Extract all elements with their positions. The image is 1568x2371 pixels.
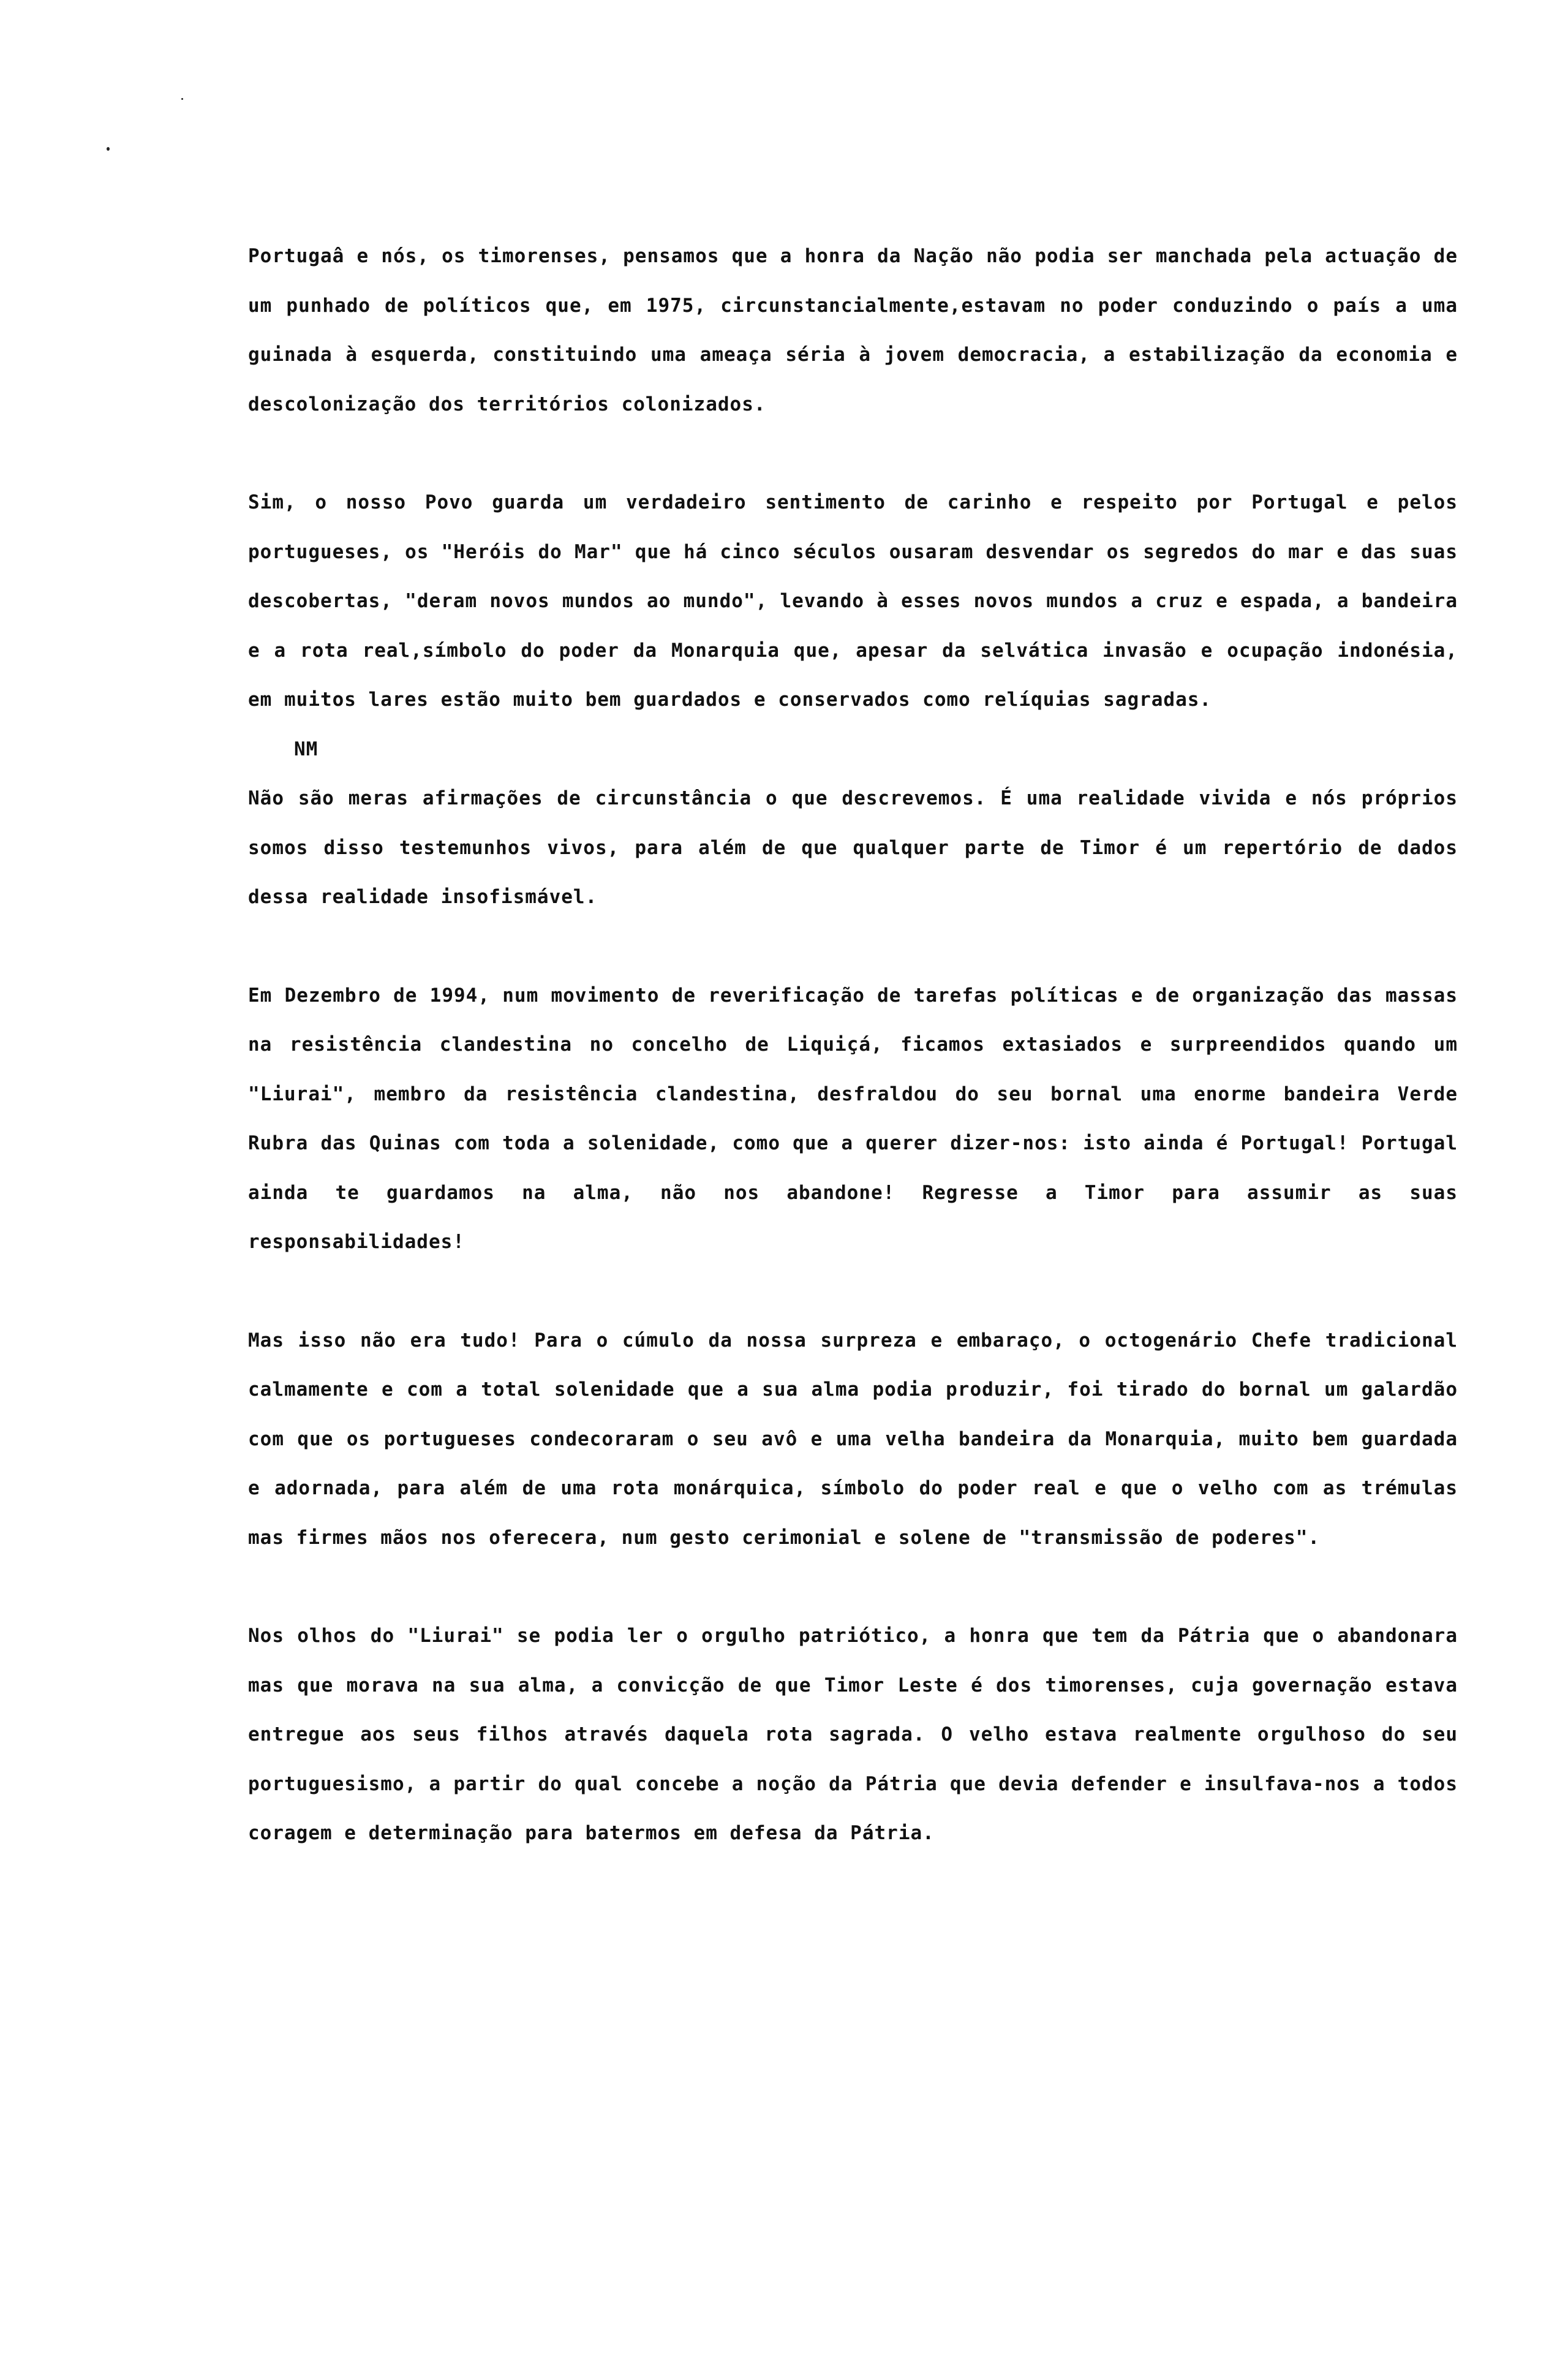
document-body bbox=[248, 232, 1458, 1858]
paragraph: Nos olhos do "Liurai" se podia ler o orgulho patriótico, a honra que tem da Pátria que o abandonara mas que morava na sua alma, a convicção de que Timor Leste é dos timorenses, cuja governação estava entregue aos seus filhos através daquela rota sagrada. O velho estava realmente orgulhoso do seu portuguesismo, a partir do qual concebe a noção da Pátria que devia defender e insulfava-nos a todos coragem e determinação para batermos em defesa da Pátria. bbox=[248, 1625, 1458, 1844]
margin-marker: NM bbox=[294, 738, 318, 760]
scan-speck bbox=[181, 98, 183, 100]
paragraph: Mas isso não era tudo! Para o cúmulo da nossa surpreza e embaraço, o octogenário Chefe tradicional calmamente e com a total solenidade que a sua alma podia produzir, foi tirado do bornal um galardão com que os portugueses condecoraram o seu avô e uma velha bandeira da Monarquia, muito bem guardada e adornada, para além de uma rota monárquica, símbolo do poder real e que o velho com as trémulas mas firmes mãos nos oferecera, num gesto cerimonial e solene de "transmissão de poderes". bbox=[248, 1329, 1458, 1549]
paragraph: Não são meras afirmações de circunstância o que descrevemos. É uma realidade vivida e nós próprios somos disso testemunhos vivos, para além de que qualquer parte de Timor é um repertório de dados dessa realidade insofismável. bbox=[248, 787, 1458, 908]
paragraph: Portugaâ e nós, os timorenses, pensamos que a honra da Nação não podia ser manchada pela actuação de um punhado de políticos que, em 1975, circunstancialmente,estavam no poder conduzindo o país a uma guinada à esquerda, constituindo uma ameaça séria à jovem democracia, a estabilização da economia e descolonização dos territórios colonizados. bbox=[248, 245, 1458, 415]
scan-speck bbox=[107, 147, 110, 151]
paragraph: Em Dezembro de 1994, num movimento de reverificação de tarefas políticas e de organização das massas na resistência clandestina no concelho de Liquiçá, ficamos extasiados e surpreendidos quando um "Liurai", membro da resistência clandestina, desfraldou do seu bornal uma enorme bandeira Verde Rubra das Quinas com toda a solenidade, como que a querer dizer-nos: isto ainda é Portugal! Portugal ainda te guardamos na alma, não nos abandone! Regresse a Timor para assumir as suas responsabilidades! bbox=[248, 984, 1458, 1253]
paragraph: Sim, o nosso Povo guarda um verdadeiro sentimento de carinho e respeito por Portugal e pelos portugueses, os "Heróis do Mar" que há cinco séculos ousaram desvendar os segredos do mar e das suas descobertas, "deram novos mundos ao mundo", levando à esses novos mundos a cruz e espada, a bandeira e a rota real,símbolo do poder da Monarquia que, apesar da selvática invasão e ocupação indonésia, em muitos lares estão muito bem guardados e conservados como relíquias sagradas. bbox=[248, 491, 1458, 711]
